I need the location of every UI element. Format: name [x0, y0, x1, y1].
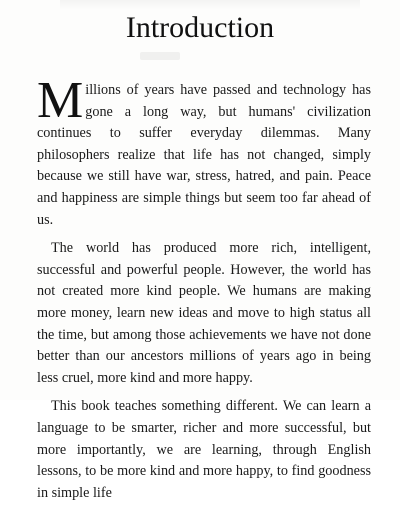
chapter-title: Introduction [125, 11, 275, 44]
bleed-through-mark [140, 52, 180, 60]
paragraph-3: This book teaches something different. We can learn a language to be smarter, richer and more successful, but more importantly, we are learning, through English lessons, to be more kind and more happy, to find goodness in simple life [37, 398, 371, 501]
paragraph-1 [37, 72, 371, 231]
paragraph-2: The world has produced more rich, intelligent, successful and powerful people. However, the world has not created more kind people. We humans are making more money, learn new ideas and move to high status all the time, but among those achievements we have not done better than our ancestors millions of years ago in being less cruel, more kind and more happy. [37, 240, 371, 386]
drop-cap: M [37, 72, 84, 129]
chapter-body [37, 72, 371, 511]
paragraph-1-text: illions of years have passed and technology has gone a long way, but humans' civilization continues to suffer everyday dilemmas. Many philosophers realize that life has not changed, simply because we still have war, stress, hatred, and pain. Peace and happiness are simple things but seem too far ahead of us. [37, 82, 371, 228]
